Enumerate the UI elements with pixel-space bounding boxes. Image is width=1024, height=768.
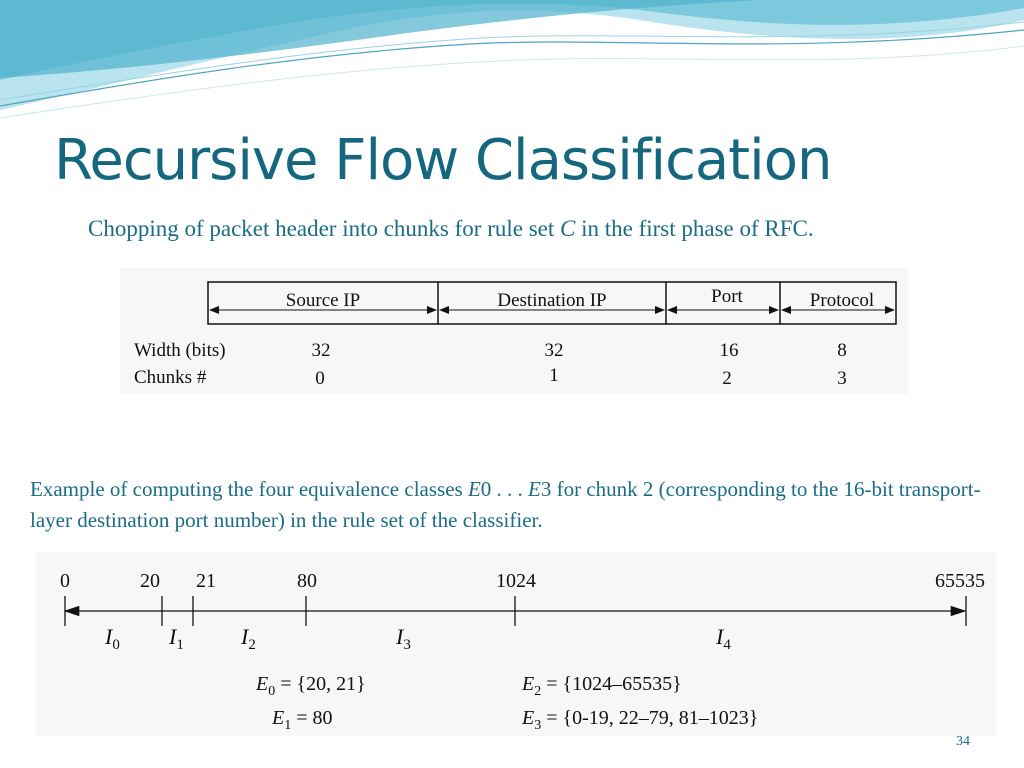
chunk-protocol: 3 xyxy=(837,368,847,389)
caption1-text-end: in the first phase of RFC. xyxy=(575,216,814,241)
class-e0: $E_0 = \{20$, 21} xyxy=(256,673,366,699)
caption2-text-range: 0 . . . xyxy=(480,477,529,501)
packet-header-diagram xyxy=(120,268,908,394)
chunk-source-ip: 0 xyxy=(315,368,325,389)
width-protocol: 8 xyxy=(837,340,847,361)
slide-title: Recursive Flow Classification xyxy=(54,128,832,193)
class-e3: $E_3 = \{0-19$, 22–79, 81–1023} xyxy=(522,707,759,733)
width-destination-ip: 32 xyxy=(544,340,564,361)
row-label-chunks: Chunks # xyxy=(134,367,207,388)
tick-label-65535: 65535 xyxy=(935,570,985,592)
figure1-caption xyxy=(88,216,814,242)
port-range-diagram xyxy=(36,552,996,736)
class-e1: $E_1 = 80$ xyxy=(272,707,333,733)
interval-i0: $I_0$ xyxy=(105,624,120,653)
header-wave-decoration xyxy=(0,0,1024,140)
interval-i1: $I_1$ xyxy=(169,624,184,653)
field-destination-ip: Destination IP xyxy=(497,290,607,311)
caption1-variable: C xyxy=(560,216,576,241)
interval-i4: $I_4$ xyxy=(716,624,731,653)
slide-number: 34 xyxy=(956,734,970,749)
chunk-destination-ip: 1 xyxy=(549,365,559,386)
field-protocol: Protocol xyxy=(809,290,875,311)
caption1-text: Chopping of packet header into chunks for rule set xyxy=(88,216,561,241)
packet-header-figure xyxy=(120,268,908,394)
caption2-text-end: 3 for chunk 2 (corresponding to the 16-bit transport-layer destination port number) in the rule set of the classifier. xyxy=(30,477,981,532)
caption2-text: Example of computing the four equivalence classes xyxy=(30,477,468,501)
tick-label-20: 20 xyxy=(140,570,160,592)
interval-i3: $I_3$ xyxy=(396,624,411,653)
tick-label-80: 80 xyxy=(297,570,317,592)
tick-label-0: 0 xyxy=(60,570,70,592)
row-label-width: Width (bits) xyxy=(134,340,226,361)
caption2-variable-e: E xyxy=(467,477,481,501)
tick-label-1024: 1024 xyxy=(496,570,536,592)
class-e2: $E_2 = \{1024-65535\}$ xyxy=(522,673,682,699)
figure2-caption xyxy=(30,474,1000,536)
port-range-figure xyxy=(36,552,996,736)
chunk-port: 2 xyxy=(722,368,732,389)
width-source-ip: 32 xyxy=(311,340,331,361)
field-source-ip: Source IP xyxy=(285,290,361,311)
tick-label-21: 21 xyxy=(196,570,216,592)
field-port: Port xyxy=(711,286,743,307)
width-port: 16 xyxy=(719,340,739,361)
interval-i2: $I_2$ xyxy=(241,624,256,653)
caption2-variable-e: E xyxy=(528,477,541,501)
